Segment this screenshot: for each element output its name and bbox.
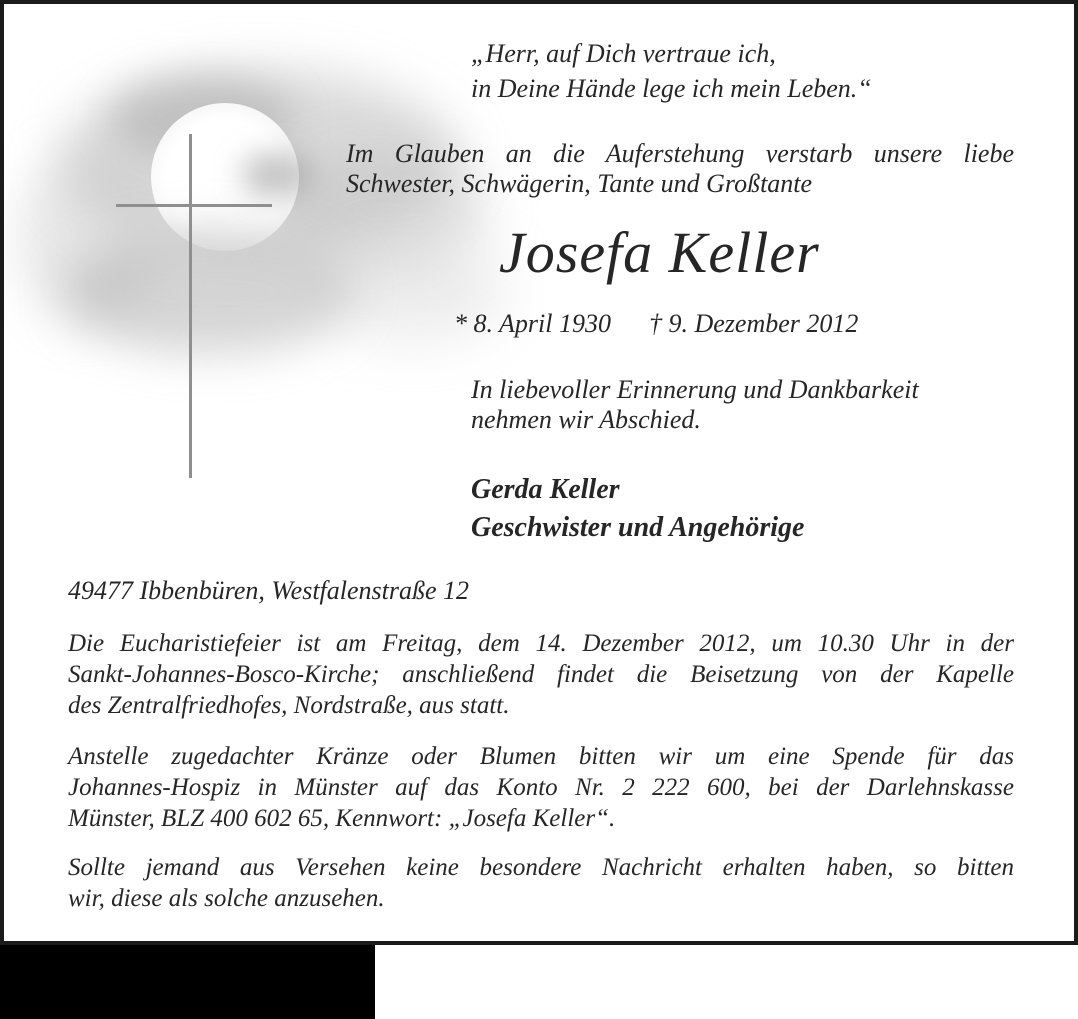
text-line: Im Glauben an die Auferstehung verstarb unsere liebe [346, 139, 1014, 168]
text-line: des Zentralfriedhofes, Nordstraße, aus statt. [68, 692, 510, 719]
service-paragraph [68, 628, 1014, 721]
donation-paragraph [68, 741, 1014, 834]
text-line: nehmen wir Abschied. [471, 405, 701, 434]
text-line: in Deine Hände lege ich mein Leben.“ [471, 74, 872, 103]
death-date: † 9. Dezember 2012 [648, 309, 859, 338]
text-line: In liebevoller Erinnerung und Dankbarkeit [471, 375, 919, 404]
text-line: Die Eucharistiefeier ist am Freitag, dem 14. Dezember 2012, um 10.30 Uhr in der [68, 630, 1014, 657]
text-line: Anstelle zugedachter Kränze oder Blumen bitten wir um eine Spende für das [68, 743, 1014, 770]
text-line: Johannes-Hospiz in Münster auf das Konto Nr. 2 222 600, bei der Darlehnskasse [68, 774, 1014, 801]
cross-icon-horizontal-bar [116, 204, 272, 207]
text-line: Sankt-Johannes-Bosco-Kirche; anschließend findet die Beisetzung von der Kapelle [68, 661, 1014, 688]
birth-date: * 8. April 1930 [454, 309, 611, 338]
cloud-shade [109, 76, 294, 161]
deceased-name: Josefa Keller [499, 220, 820, 285]
mourners-names [471, 471, 911, 547]
moon-icon [151, 103, 299, 251]
text-line: Münster, BLZ 400 602 65, Kennwort: „Josefa Keller“. [68, 805, 616, 832]
cross-icon-vertical-bar [189, 134, 192, 478]
text-line: Geschwister und Angehörige [471, 512, 805, 543]
opening-quote [471, 36, 941, 106]
intro-paragraph [346, 139, 1014, 199]
text-line: Sollte jemand aus Versehen keine besondere Nachricht erhalten haben, so bitten [68, 854, 1014, 881]
cloud-moon-cross-illustration [4, 4, 544, 564]
text-line: Gerda Keller [471, 474, 620, 505]
closing-note-paragraph [68, 852, 1014, 914]
address-line: 49477 Ibbenbüren, Westfalenstraße 12 [68, 576, 470, 605]
farewell-paragraph [471, 375, 991, 435]
life-dates [454, 309, 858, 339]
redaction-block [0, 945, 375, 1019]
text-line: „Herr, auf Dich vertraue ich, [471, 39, 776, 68]
cloud-shade-dark [241, 152, 313, 198]
text-line: Schwester, Schwägerin, Tante und Großtante [346, 169, 813, 198]
text-line: wir, diese als solche anzusehen. [68, 885, 385, 912]
cloud-shade [64, 229, 354, 354]
cloud-shade [19, 154, 159, 324]
